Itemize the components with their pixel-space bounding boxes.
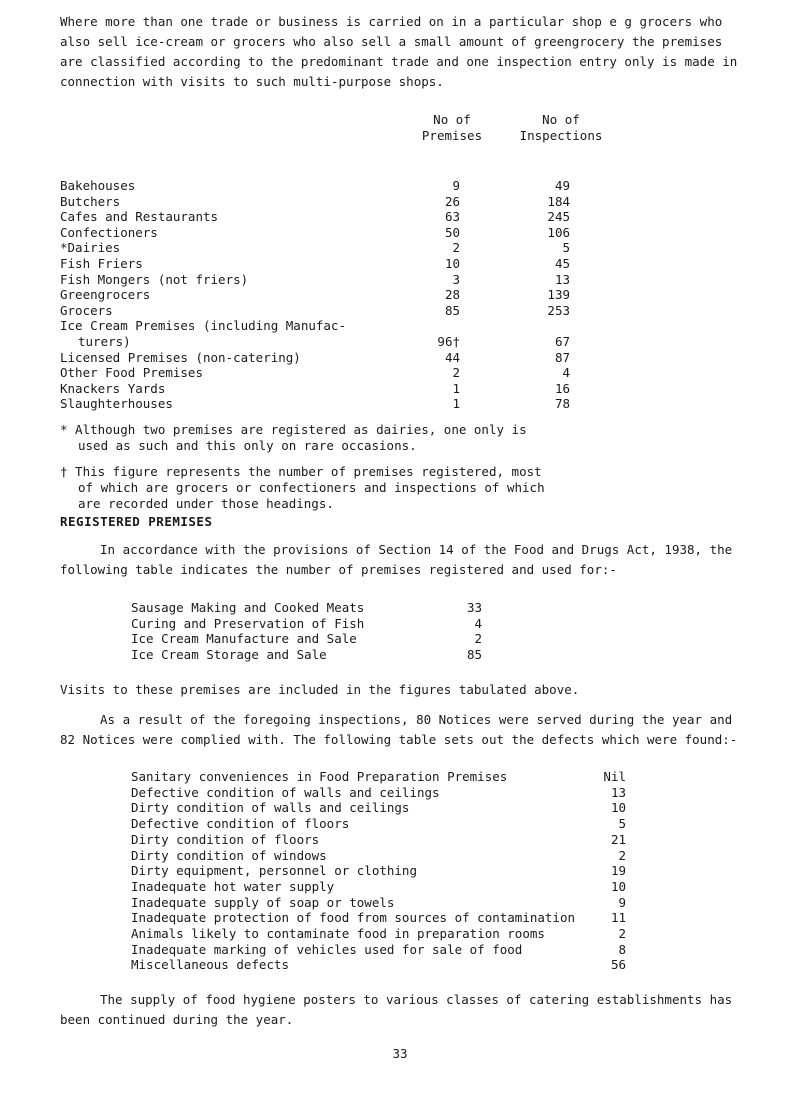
premises-row-label: Greengrocers (60, 287, 151, 303)
inspections-count: 78 (554, 396, 570, 412)
premises-count: 63 (444, 209, 460, 225)
defect-row-label: Dirty condition of floors (131, 831, 320, 847)
registered-row-value: 85 (466, 646, 482, 662)
defect-row-label: Defective condition of floors (131, 816, 350, 832)
premises-row-label: Slaughterhouses (60, 396, 173, 412)
premises-count: 1 (452, 380, 460, 396)
footnote-dairies-line2: used as such and this only on rare occasions. (78, 438, 417, 453)
inspections-count: 4 (562, 365, 570, 381)
inspections-count: 49 (554, 178, 570, 193)
defect-row-value: 8 (618, 941, 626, 957)
premises-row-label: Bakehouses (60, 178, 136, 193)
inspections-count: 5 (562, 240, 570, 256)
inspections-header-line2: Inspections (519, 128, 603, 143)
premises-row-label: Knackers Yards (60, 380, 166, 396)
premises-count: 9 (452, 178, 460, 193)
inspections-count: 45 (554, 256, 570, 271)
registered-row-value: 33 (466, 600, 482, 615)
registered-row-value: 2 (474, 631, 482, 647)
inspections-count: 184 (547, 193, 570, 209)
defect-row-label: Inadequate protection of food from sources of contamination (131, 910, 576, 926)
visits-note: Visits to these premises are included in the figures tabulated above. (60, 682, 580, 697)
premises-count: 3 (452, 271, 460, 287)
defect-row-label: Defective condition of walls and ceilings (131, 784, 440, 800)
premises-count: 44 (444, 349, 460, 365)
intro-paragraph: Where more than one trade or business is carried on in a particular shop e g grocers who also sell ice-cream or grocers who also sell a small amount of greengrocery the premises are classified according to the predominant trade and one inspection entry only is made in connection with visits to such multi-purpose shops. (60, 14, 738, 89)
defect-row-label: Inadequate supply of soap or towels (131, 894, 395, 910)
registered-intro-paragraph: In accordance with the provisions of Section 14 of the Food and Drugs Act, 1938, the following table indicates the number of premises registered and used for:- (60, 542, 733, 577)
defect-row-label: Inadequate marking of vehicles used for sale of food (131, 941, 523, 957)
registered-premises-heading: REGISTERED PREMISES (60, 514, 213, 529)
premises-header-line2: Premises (421, 128, 483, 143)
defect-row-value: 11 (610, 910, 626, 926)
footnote-dagger-line2: of which are grocers or confectioners and inspections of which (78, 480, 545, 495)
notices-paragraph: As a result of the foregoing inspections, 80 Notices were served during the year and 82 Notices were complied with. The following table sets out the defects which were found:- (60, 712, 738, 747)
premises-count: 28 (444, 287, 460, 303)
inspections-count: 16 (554, 380, 570, 396)
defect-row-value: 9 (618, 894, 626, 910)
premises-count: 10 (444, 256, 460, 271)
defect-row-value: 5 (618, 816, 626, 832)
defect-row-value: 10 (610, 878, 626, 894)
premises-row-label: Other Food Premises (60, 365, 203, 381)
closing-paragraph: The supply of food hygiene posters to various classes of catering establishments has been continued during the year. (60, 992, 733, 1027)
registered-row-label: Ice Cream Manufacture and Sale (131, 631, 357, 647)
inspections-count: 139 (547, 287, 570, 303)
premises-row-label: Butchers (60, 193, 121, 209)
premises-row-label: Fish Friers (60, 256, 143, 271)
defect-row-label: Animals likely to contaminate food in preparation rooms (131, 926, 545, 941)
inspections-count: 106 (547, 224, 570, 240)
inspections-count: 13 (554, 271, 570, 287)
premises-count: 2 (452, 240, 460, 256)
inspections-count: 87 (554, 349, 570, 365)
defect-row-value: 21 (610, 831, 626, 847)
premises-row-label: Licensed Premises (non-catering) (60, 349, 301, 365)
premises-count: 26 (444, 193, 460, 209)
defect-row-label: Dirty condition of windows (131, 847, 327, 863)
defect-row-label: Miscellaneous defects (131, 957, 290, 973)
premises-count: 50 (444, 224, 460, 240)
inspections-header-line1: No of (542, 112, 580, 127)
registered-row-label: Curing and Preservation of Fish (131, 615, 365, 631)
defect-row-value: Nil (603, 769, 626, 784)
premises-row-label: *Dairies (60, 240, 121, 256)
defect-row-value: 2 (618, 926, 626, 941)
defect-row-value: 10 (610, 800, 626, 816)
premises-count: 96† (437, 334, 460, 349)
defect-row-label: Dirty condition of walls and ceilings (131, 800, 410, 816)
page-number: 33 (392, 1046, 408, 1061)
inspections-count: 245 (547, 209, 570, 225)
premises-count: 1 (452, 396, 460, 412)
defect-row-value: 13 (610, 784, 626, 800)
premises-row-label: Confectioners (60, 224, 158, 240)
registered-row-label: Ice Cream Storage and Sale (131, 646, 327, 662)
inspections-count: 253 (547, 302, 570, 318)
defect-row-label: Sanitary conveniences in Food Preparation Premises (131, 769, 508, 784)
registered-row-value: 4 (474, 615, 482, 631)
registered-row-label: Sausage Making and Cooked Meats (131, 600, 365, 615)
premises-header-line1: No of (433, 112, 471, 127)
premises-row-label-continued: turers) (78, 334, 131, 349)
footnote-dairies-line1: * Although two premises are registered as dairies, one only is (60, 422, 527, 437)
premises-row-label: Fish Mongers (not friers) (60, 271, 249, 287)
footnote-dagger-line1: † This figure represents the number of premises registered, most (60, 464, 542, 479)
defect-row-label: Dirty equipment, personnel or clothing (131, 863, 417, 879)
inspections-count: 67 (554, 334, 570, 349)
premises-row-label: Grocers (60, 302, 113, 318)
premises-row-label: Cafes and Restaurants (60, 209, 219, 225)
premises-count: 2 (452, 365, 460, 381)
footnote-dagger-line3: are recorded under those headings. (78, 496, 334, 511)
defect-row-value: 19 (610, 863, 626, 879)
defect-row-label: Inadequate hot water supply (131, 878, 335, 894)
premises-count: 85 (444, 302, 460, 318)
premises-row-label: Ice Cream Premises (including Manufac- (60, 318, 346, 334)
defect-row-value: 2 (618, 847, 626, 863)
defect-row-value: 56 (610, 957, 626, 973)
